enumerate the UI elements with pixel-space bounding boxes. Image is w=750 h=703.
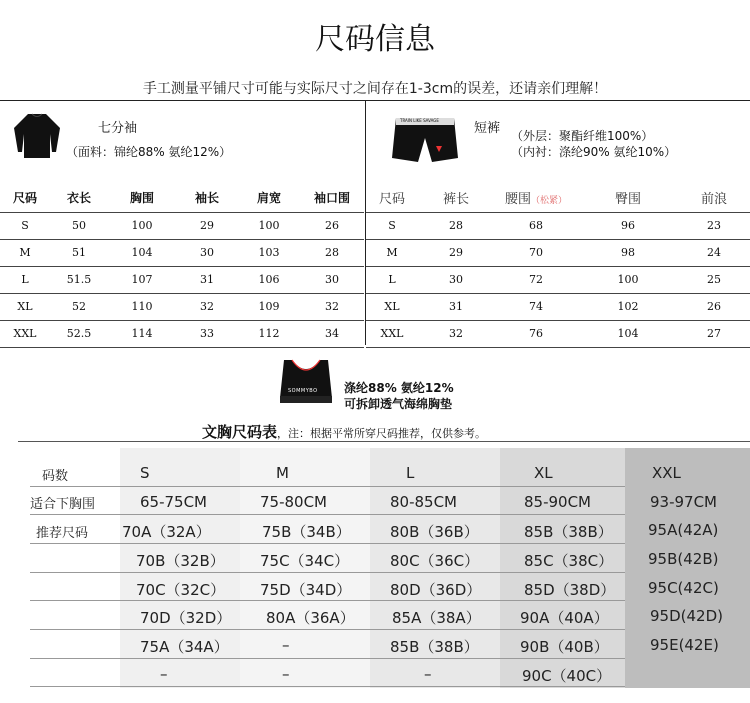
column-header: 尺码 [0, 184, 50, 212]
recommend-cell: 85B（38B） [390, 638, 479, 656]
table-cell: XL [0, 293, 50, 320]
row-divider [30, 486, 625, 487]
table-cell: 30 [418, 266, 494, 293]
column-header: 袖长 [176, 184, 238, 212]
recommend-cell: 85C（38C） [524, 552, 614, 570]
recommend-cell: 95E(42E) [650, 636, 719, 654]
top-product-name: 七分袖 [98, 121, 138, 136]
table-cell: XXL [0, 320, 50, 347]
recommend-label: 推荐尺码 [36, 526, 89, 541]
column-header-text: 腰围 [504, 192, 531, 208]
bra-table-title-text: 文胸尺码表 [202, 423, 278, 441]
top-fabric: （面料：锦纶88% 氨纶12%） [66, 145, 232, 159]
underbust-m: 75-80CM [260, 493, 328, 511]
recommend-cell: 80B（36B） [390, 523, 479, 541]
column-header: 尺码 [366, 184, 418, 212]
measurement-notice: 手工测量平铺尺寸可能与实际尺寸之间存在1-3cm的误差，还请亲们理解！ [142, 81, 608, 97]
row-divider [30, 658, 625, 659]
table-cell: 28 [300, 239, 364, 266]
column-header [494, 184, 578, 212]
table-cell: S [366, 212, 418, 239]
table-cell: 32 [300, 293, 364, 320]
recommend-cell: 95A(42A) [648, 521, 719, 539]
table-cell: 72 [494, 266, 578, 293]
column-header: 衣长 [50, 184, 108, 212]
recommend-cell: 90A（40A） [520, 609, 609, 627]
table-cell: 103 [238, 239, 300, 266]
underbust-label: 适合下胸围 [30, 497, 96, 512]
table-cell: 23 [678, 212, 750, 239]
recommend-cell: 85B（38B） [524, 523, 613, 541]
column-header: 臀围 [578, 184, 678, 212]
table-row [0, 266, 364, 293]
recommend-cell: 80A（36A） [266, 609, 355, 627]
underbust-l: 80-85CM [390, 493, 458, 511]
recommend-cell: 70A（32A） [122, 523, 211, 541]
table-cell: 51.5 [50, 266, 108, 293]
table-cell: 70 [494, 239, 578, 266]
table-cell: 52.5 [50, 320, 108, 347]
divider-top [0, 100, 750, 101]
table-cell: 32 [176, 293, 238, 320]
recommend-cell: 95D(42D) [650, 607, 723, 625]
table-row [0, 239, 364, 266]
bra-title-divider [18, 441, 750, 442]
recommend-cell: 70B（32B） [136, 552, 225, 570]
row-divider [30, 572, 625, 573]
table-row [0, 320, 364, 347]
table-cell: 98 [578, 239, 678, 266]
table-cell: 68 [494, 212, 578, 239]
recommend-cell: 95B(42B) [648, 550, 719, 568]
table-cell: 114 [108, 320, 176, 347]
column-header: 胸围 [108, 184, 176, 212]
table-cell: 100 [108, 212, 176, 239]
bra-fabric: 涤纶88% 氨纶12% [344, 381, 454, 395]
table-cell: XXL [366, 320, 418, 347]
table-cell: 51 [50, 239, 108, 266]
recommend-cell: 70D（32D） [140, 609, 232, 627]
table-row [366, 212, 750, 239]
recommend-cell: 75A（34A） [140, 638, 229, 656]
size-header-l: L [406, 464, 415, 482]
shorts-inner-fabric: （内衬：涤纶90% 氨纶10%） [511, 145, 677, 159]
row-divider [30, 686, 625, 687]
table-cell: 27 [678, 320, 750, 347]
table-row [0, 212, 364, 239]
recommend-cell: 85D（38D） [524, 581, 616, 599]
recommend-cell: – [424, 665, 432, 683]
table-cell: 104 [108, 239, 176, 266]
column-header: 肩宽 [238, 184, 300, 212]
table-cell: 106 [238, 266, 300, 293]
table-cell: M [0, 239, 50, 266]
underbust-xxl: 93-97CM [650, 493, 718, 511]
table-cell: XL [366, 293, 418, 320]
bra-size-table [30, 448, 750, 688]
recommend-cell: 85A（38A） [392, 609, 481, 627]
recommend-cell: 80D（36D） [390, 581, 482, 599]
bra-table-title [202, 421, 486, 442]
shorts-product-name: 短裤 [474, 121, 501, 136]
table-cell: S [0, 212, 50, 239]
table-cell: 104 [578, 320, 678, 347]
table-row [366, 266, 750, 293]
table-cell: 76 [494, 320, 578, 347]
table-cell: 112 [238, 320, 300, 347]
shorts-size-table [366, 184, 750, 348]
size-header-xxl: XXL [652, 464, 681, 482]
column-header: 袖口围 [300, 184, 364, 212]
sports-bra-image [278, 358, 334, 408]
top-size-table [0, 184, 364, 348]
waist-elastic-note: （松紧） [531, 196, 568, 207]
shorts-logo-text: TRAIN LIKE SAVAGE [400, 118, 439, 123]
table-cell: 102 [578, 293, 678, 320]
bra-table-note: ，注：根据平常所穿尺码推荐，仅供参考。 [277, 427, 487, 440]
table-cell: 30 [300, 266, 364, 293]
table-cell: 109 [238, 293, 300, 320]
table-cell: L [366, 266, 418, 293]
column-header: 前浪 [678, 184, 750, 212]
table-cell: 30 [176, 239, 238, 266]
recommend-cell: 75B（34B） [262, 523, 351, 541]
table-cell: 107 [108, 266, 176, 293]
table-cell: 31 [418, 293, 494, 320]
underbust-xl: 85-90CM [524, 493, 592, 511]
row-divider [30, 629, 625, 630]
table-cell: 52 [50, 293, 108, 320]
table-cell: 74 [494, 293, 578, 320]
row-divider [30, 514, 625, 515]
size-header-xl: XL [534, 464, 553, 482]
table-cell: 31 [176, 266, 238, 293]
recommend-cell: 90C（40C） [522, 667, 612, 685]
table-cell: 28 [418, 212, 494, 239]
table-cell: 33 [176, 320, 238, 347]
row-divider [30, 600, 625, 601]
table-cell: 29 [176, 212, 238, 239]
shorts-image [390, 112, 460, 167]
underbust-s: 65-75CM [140, 493, 208, 511]
table-cell: 29 [418, 239, 494, 266]
table-header-row [366, 184, 750, 212]
table-row [366, 293, 750, 320]
page-title: 尺码信息 [315, 22, 435, 57]
size-header-m: M [276, 464, 289, 482]
recommend-cell: – [282, 665, 290, 683]
recommend-cell: 70C（32C） [136, 581, 226, 599]
size-label: 码数 [42, 469, 69, 484]
table-cell: M [366, 239, 418, 266]
size-header-s: S [140, 464, 150, 482]
table-cell: L [0, 266, 50, 293]
table-cell: 100 [238, 212, 300, 239]
table-cell: 24 [678, 239, 750, 266]
row-divider [30, 543, 625, 544]
table-cell: 26 [300, 212, 364, 239]
recommend-cell: – [282, 636, 290, 654]
table-cell: 32 [418, 320, 494, 347]
recommend-cell: 80C（36C） [390, 552, 480, 570]
table-cell: 26 [678, 293, 750, 320]
table-cell: 25 [678, 266, 750, 293]
shorts-outer-fabric: （外层：聚酯纤维100%） [511, 129, 654, 143]
recommend-cell: 75C（34C） [260, 552, 350, 570]
table-cell: 100 [578, 266, 678, 293]
table-cell: 110 [108, 293, 176, 320]
table-cell: 96 [578, 212, 678, 239]
table-cell: 50 [50, 212, 108, 239]
top-shirt-image [12, 112, 62, 160]
recommend-cell: 75D（34D） [260, 581, 352, 599]
bra-pad-note: 可拆卸透气海绵胸垫 [344, 397, 453, 411]
recommend-cell: 95C(42C) [648, 579, 719, 597]
bra-brand-text: SOMMYBO [288, 388, 318, 394]
table-row [366, 239, 750, 266]
recommend-cell: 90B（40B） [520, 638, 609, 656]
table-cell: 34 [300, 320, 364, 347]
table-row [0, 293, 364, 320]
table-row [366, 320, 750, 347]
table-header-row [0, 184, 364, 212]
recommend-cell: – [160, 665, 168, 683]
column-header: 裤长 [418, 184, 494, 212]
